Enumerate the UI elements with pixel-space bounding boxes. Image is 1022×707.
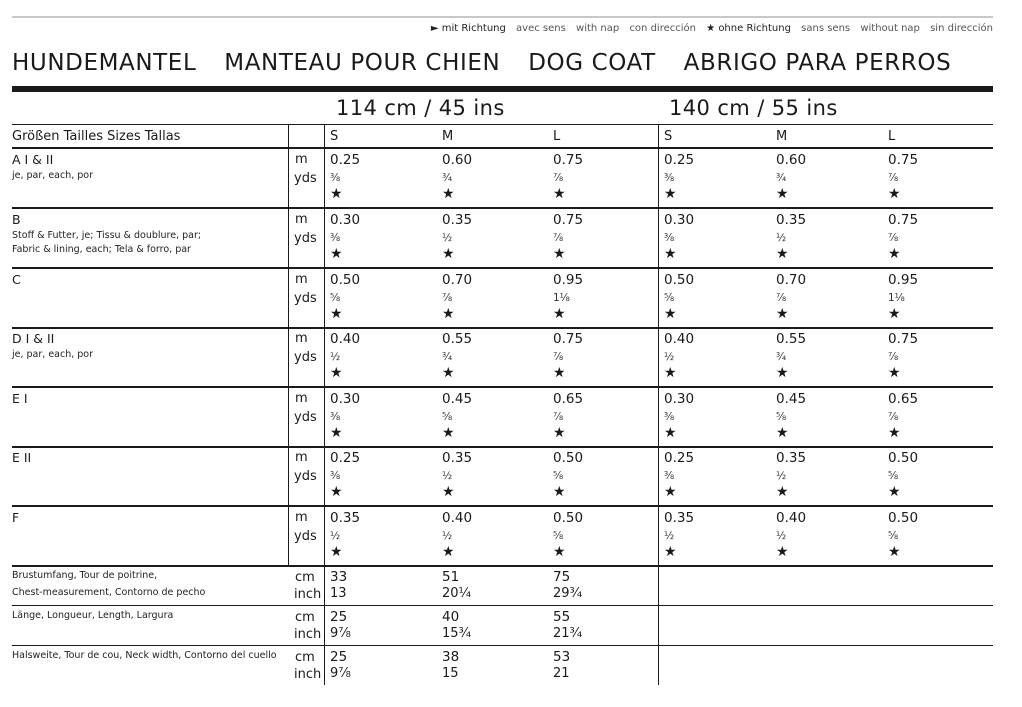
meters-value: 0.35: [442, 450, 473, 466]
piece-note: je, par, each, por: [12, 349, 94, 360]
meters-value: 0.70: [442, 272, 473, 288]
yards-value: ⅜: [330, 232, 341, 244]
unit-inch: inch: [294, 667, 322, 682]
inch-value: 15: [442, 666, 459, 681]
meters-value: 0.60: [776, 152, 807, 168]
yards-value: ⅞: [888, 172, 899, 184]
piece-label: C: [12, 272, 21, 287]
table-rule: [12, 565, 993, 567]
meters-value: 0.30: [664, 391, 695, 407]
table-rule: [12, 386, 993, 388]
table-rule: [12, 605, 993, 606]
meters-value: 0.75: [553, 152, 584, 168]
legend-with-nap-es: con dirección: [629, 23, 696, 34]
yards-value: ½: [330, 351, 341, 363]
without-nap-star: ★: [776, 306, 789, 322]
without-nap-star: ★: [330, 544, 343, 560]
measurement-label: Chest-measurement, Contorno de pecho: [12, 587, 206, 598]
without-nap-star: ★: [776, 544, 789, 560]
meters-value: 0.55: [776, 331, 807, 347]
without-nap-star: ★: [888, 544, 901, 560]
yards-value: ½: [664, 530, 675, 542]
yards-value: ½: [664, 351, 675, 363]
without-nap-star: ★: [442, 365, 455, 381]
yards-value: ⅝: [553, 470, 564, 482]
cm-value: 53: [553, 649, 571, 665]
meters-value: 0.30: [330, 391, 361, 407]
yards-value: ⅞: [888, 351, 899, 363]
meters-value: 0.60: [442, 152, 473, 168]
table-rule: [12, 124, 993, 125]
meters-value: 0.35: [776, 212, 807, 228]
without-nap-star: ★: [664, 306, 677, 322]
top-rule: [12, 16, 993, 18]
unit-cm: cm: [295, 570, 315, 585]
cm-value: 55: [553, 609, 571, 625]
meters-value: 0.50: [888, 450, 919, 466]
without-nap-star: ★: [553, 484, 566, 500]
piece-label: D I & II: [12, 331, 55, 346]
yards-value: ½: [776, 530, 787, 542]
yards-value: ½: [442, 470, 453, 482]
yards-value: ⅜: [664, 172, 675, 184]
inch-value: 21¾: [553, 626, 583, 641]
piece-label: E II: [12, 450, 32, 465]
legend-without-nap-en: without nap: [860, 23, 920, 34]
yards-value: ⅝: [888, 530, 899, 542]
meters-value: 0.30: [330, 212, 361, 228]
piece-note: Fabric & lining, each; Tela & forro, par: [12, 244, 191, 255]
meters-value: 0.45: [776, 391, 807, 407]
meters-value: 0.45: [442, 391, 473, 407]
without-nap-star: ★: [888, 306, 901, 322]
meters-value: 0.25: [664, 152, 695, 168]
meters-value: 0.30: [664, 212, 695, 228]
yards-value: ⅜: [330, 470, 341, 482]
unit-inch: inch: [294, 627, 322, 642]
without-nap-star: ★: [442, 544, 455, 560]
without-nap-star: ★: [330, 186, 343, 202]
unit-m: m: [295, 331, 308, 346]
cm-value: 51: [442, 569, 460, 585]
without-nap-star: ★: [776, 365, 789, 381]
cm-value: 25: [330, 649, 348, 665]
meters-value: 0.50: [330, 272, 361, 288]
page-title: [12, 50, 971, 76]
cm-value: 38: [442, 649, 460, 665]
without-nap-star: ★: [330, 484, 343, 500]
cm-value: 75: [553, 569, 571, 585]
inch-value: 21: [553, 666, 570, 681]
meters-value: 0.40: [442, 510, 473, 526]
yards-value: ¾: [442, 172, 453, 184]
legend-without-nap-de: ★ ohne Richtung: [706, 23, 791, 34]
meters-value: 0.25: [330, 450, 361, 466]
yards-value: ⅜: [330, 172, 341, 184]
unit-yds: yds: [294, 350, 317, 365]
size-header-s: S: [664, 129, 673, 144]
meters-value: 0.75: [888, 331, 919, 347]
piece-note: je, par, each, por: [12, 170, 94, 181]
meters-value: 0.95: [888, 272, 919, 288]
meters-value: 0.70: [776, 272, 807, 288]
yards-value: ⅞: [553, 172, 564, 184]
inch-value: 9⅞: [330, 666, 351, 681]
yards-value: ½: [442, 232, 453, 244]
table-rule: [12, 267, 993, 269]
meters-value: 0.50: [888, 510, 919, 526]
without-nap-star: ★: [888, 484, 901, 500]
yards-value: ⅞: [553, 411, 564, 423]
size-header-l: L: [553, 129, 561, 144]
piece-label: F: [12, 510, 20, 525]
unit-yds: yds: [294, 291, 317, 306]
without-nap-star: ★: [664, 425, 677, 441]
size-header-l: L: [888, 129, 896, 144]
yards-value: ⅞: [553, 232, 564, 244]
meters-value: 0.50: [553, 510, 584, 526]
without-nap-star: ★: [442, 306, 455, 322]
cm-value: 25: [330, 609, 348, 625]
yards-value: ⅞: [442, 292, 453, 304]
fabric-width-140: 140 cm / 55 ins: [669, 96, 838, 120]
legend-with-nap-de: ► mit Richtung: [430, 23, 506, 34]
without-nap-star: ★: [664, 365, 677, 381]
meters-value: 0.40: [330, 331, 361, 347]
unit-m: m: [295, 212, 308, 227]
without-nap-star: ★: [553, 246, 566, 262]
without-nap-star: ★: [776, 484, 789, 500]
meters-value: 0.40: [664, 331, 695, 347]
yards-value: ½: [776, 470, 787, 482]
yards-value: ⅜: [664, 232, 675, 244]
without-nap-star: ★: [664, 186, 677, 202]
yards-value: ⅝: [553, 530, 564, 542]
meters-value: 0.35: [330, 510, 361, 526]
yards-value: ⅞: [553, 351, 564, 363]
without-nap-star: ★: [888, 186, 901, 202]
without-nap-star: ★: [664, 484, 677, 500]
yards-value: ⅝: [442, 411, 453, 423]
cm-value: 40: [442, 609, 460, 625]
yards-value: ⅜: [664, 411, 675, 423]
meters-value: 0.40: [776, 510, 807, 526]
without-nap-star: ★: [442, 425, 455, 441]
yards-value: 1⅛: [888, 292, 905, 304]
without-nap-star: ★: [330, 246, 343, 262]
measurement-label: Halsweite, Tour de cou, Neck width, Contorno del cuello: [12, 650, 277, 661]
meters-value: 0.75: [553, 212, 584, 228]
meters-value: 0.25: [330, 152, 361, 168]
unit-yds: yds: [294, 529, 317, 544]
without-nap-star: ★: [664, 246, 677, 262]
unit-m: m: [295, 391, 308, 406]
column-rule: [324, 124, 325, 685]
without-nap-star: ★: [553, 425, 566, 441]
piece-label: E I: [12, 391, 28, 406]
sizes-label: Größen Tailles Sizes Tallas: [12, 129, 181, 144]
inch-value: 20¼: [442, 586, 472, 601]
meters-value: 0.35: [442, 212, 473, 228]
without-nap-star: ★: [888, 425, 901, 441]
yards-value: ¾: [776, 172, 787, 184]
cm-value: 33: [330, 569, 348, 585]
without-nap-star: ★: [442, 186, 455, 202]
yards-value: ¾: [442, 351, 453, 363]
meters-value: 0.75: [553, 331, 584, 347]
size-header-m: M: [442, 129, 454, 144]
yards-value: ⅞: [888, 411, 899, 423]
column-rule: [658, 124, 659, 685]
without-nap-star: ★: [553, 306, 566, 322]
without-nap-star: ★: [888, 365, 901, 381]
table-rule: [12, 147, 993, 149]
piece-label: B: [12, 212, 21, 227]
without-nap-star: ★: [330, 306, 343, 322]
unit-m: m: [295, 152, 308, 167]
meters-value: 0.65: [553, 391, 584, 407]
without-nap-star: ★: [553, 186, 566, 202]
title-de: HUNDEMANTEL: [12, 50, 197, 76]
unit-cm: cm: [295, 650, 315, 665]
without-nap-star: ★: [330, 425, 343, 441]
yards-value: ⅞: [776, 292, 787, 304]
title-en: DOG COAT: [528, 50, 656, 76]
unit-yds: yds: [294, 171, 317, 186]
table-rule: [12, 505, 993, 507]
table-rule: [12, 207, 993, 209]
yards-value: ⅜: [664, 470, 675, 482]
yards-value: ⅝: [330, 292, 341, 304]
meters-value: 0.95: [553, 272, 584, 288]
unit-inch: inch: [294, 587, 322, 602]
without-nap-star: ★: [442, 246, 455, 262]
legend-without-nap-fr: sans sens: [801, 23, 851, 34]
without-nap-star: ★: [888, 246, 901, 262]
meters-value: 0.50: [553, 450, 584, 466]
meters-value: 0.50: [664, 272, 695, 288]
legend-with-nap-en: with nap: [576, 23, 620, 34]
meters-value: 0.35: [776, 450, 807, 466]
unit-yds: yds: [294, 410, 317, 425]
title-fr: MANTEAU POUR CHIEN: [224, 50, 501, 76]
measurement-label: Länge, Longueur, Length, Largura: [12, 610, 174, 621]
title-rule: [12, 86, 993, 92]
inch-value: 15¾: [442, 626, 472, 641]
piece-label: A I & II: [12, 152, 54, 167]
unit-m: m: [295, 272, 308, 287]
without-nap-star: ★: [553, 544, 566, 560]
without-nap-star: ★: [776, 425, 789, 441]
unit-yds: yds: [294, 469, 317, 484]
inch-value: 9⅞: [330, 626, 351, 641]
yards-value: ⅝: [776, 411, 787, 423]
without-nap-star: ★: [664, 544, 677, 560]
title-es: ABRIGO PARA PERROS: [683, 50, 952, 76]
nap-legend: [424, 23, 993, 34]
yards-value: ½: [776, 232, 787, 244]
yards-value: ⅜: [330, 411, 341, 423]
piece-note: Stoff & Futter, je; Tissu & doublure, par;: [12, 230, 202, 241]
unit-m: m: [295, 450, 308, 465]
legend-with-nap-fr: avec sens: [516, 23, 566, 34]
inch-value: 29¾: [553, 586, 583, 601]
unit-yds: yds: [294, 231, 317, 246]
size-header-s: S: [330, 129, 339, 144]
without-nap-star: ★: [776, 186, 789, 202]
without-nap-star: ★: [776, 246, 789, 262]
meters-value: 0.75: [888, 212, 919, 228]
measurement-label: Brustumfang, Tour de poitrine,: [12, 570, 158, 581]
fabric-width-114: 114 cm / 45 ins: [336, 96, 505, 120]
table-rule: [12, 645, 993, 646]
meters-value: 0.55: [442, 331, 473, 347]
yards-value: ⅞: [888, 232, 899, 244]
without-nap-star: ★: [442, 484, 455, 500]
yards-value: ½: [442, 530, 453, 542]
meters-value: 0.65: [888, 391, 919, 407]
yards-value: ¾: [776, 351, 787, 363]
legend-without-nap-es: sin dirección: [930, 23, 993, 34]
yards-value: ½: [330, 530, 341, 542]
yards-value: ⅝: [888, 470, 899, 482]
unit-cm: cm: [295, 610, 315, 625]
meters-value: 0.25: [664, 450, 695, 466]
unit-m: m: [295, 510, 308, 525]
meters-value: 0.75: [888, 152, 919, 168]
without-nap-star: ★: [330, 365, 343, 381]
table-rule: [12, 327, 993, 329]
yards-value: ⅝: [664, 292, 675, 304]
without-nap-star: ★: [553, 365, 566, 381]
column-rule: [288, 124, 289, 565]
size-header-m: M: [776, 129, 788, 144]
yards-value: 1⅛: [553, 292, 570, 304]
meters-value: 0.35: [664, 510, 695, 526]
inch-value: 13: [330, 586, 347, 601]
table-rule: [12, 446, 993, 448]
